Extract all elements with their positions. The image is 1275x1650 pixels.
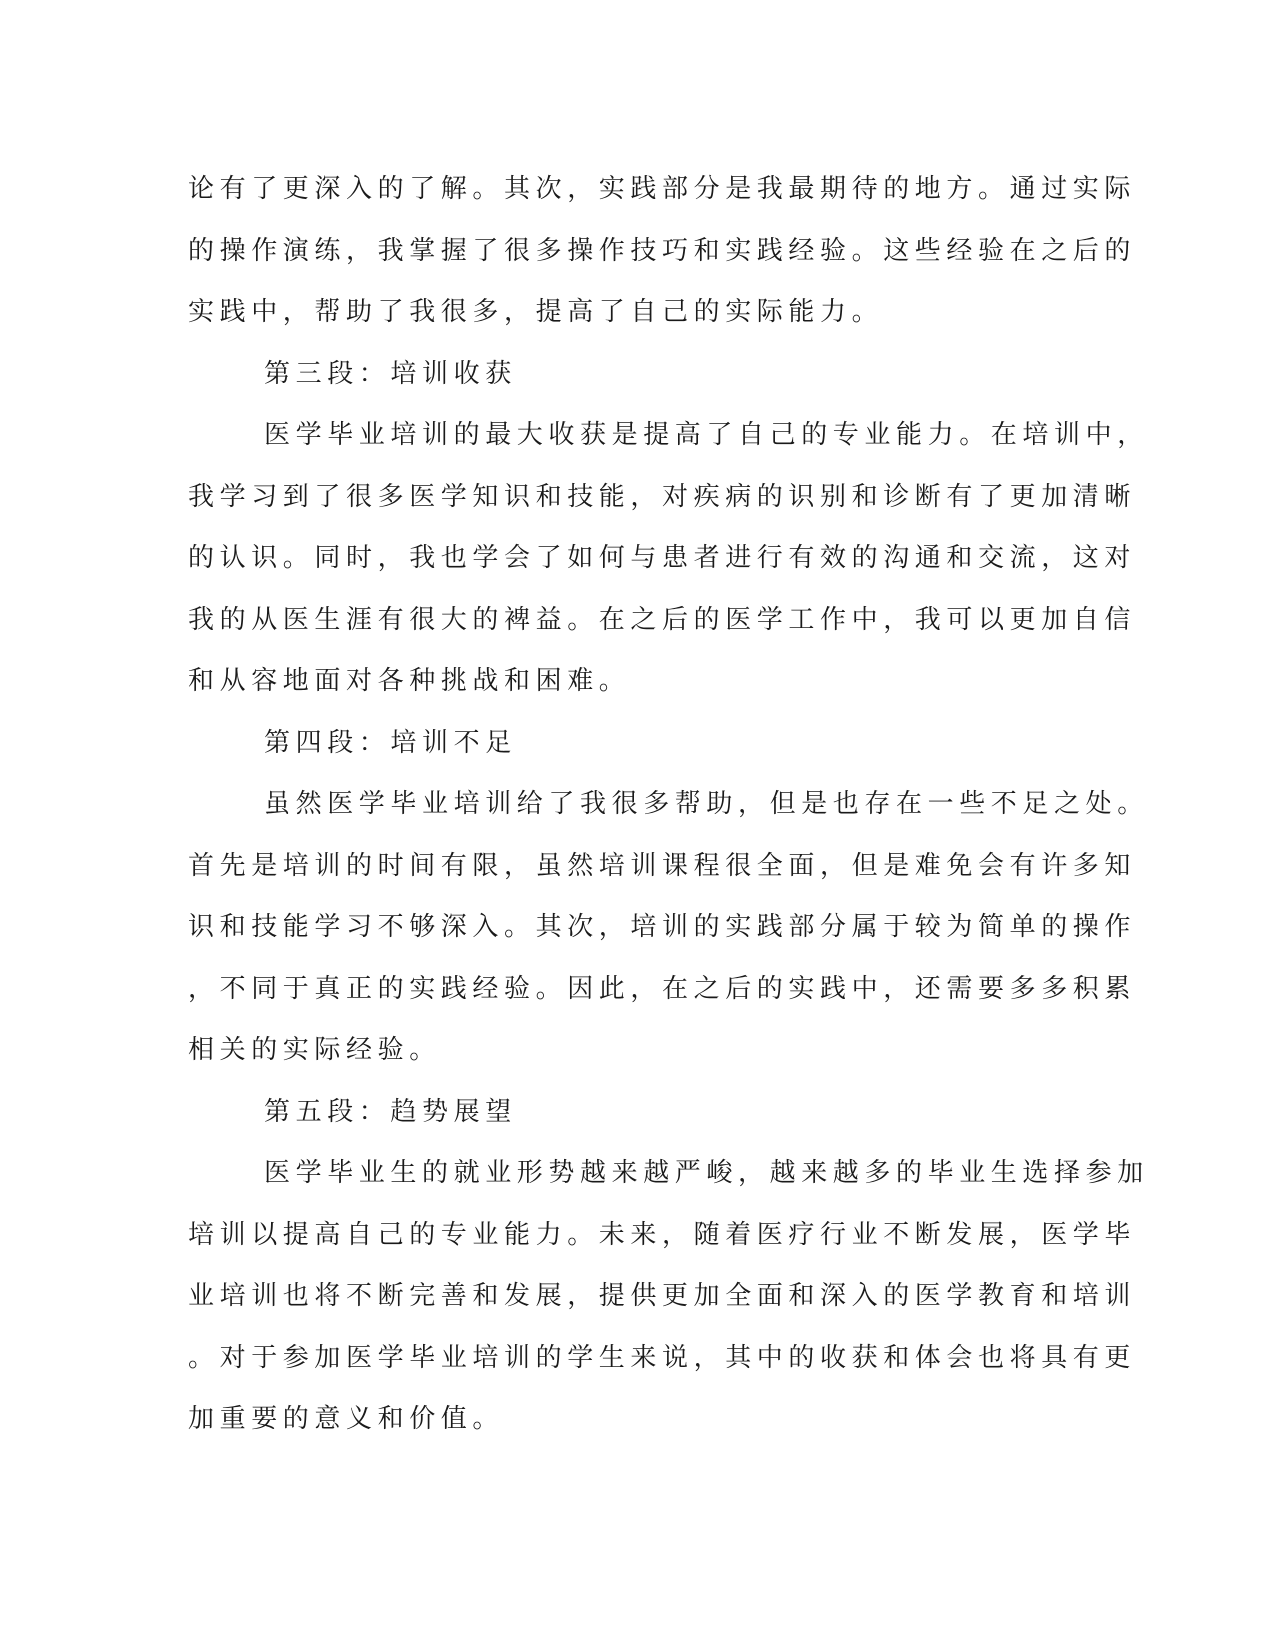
- section-heading: 第五段：趋势展望: [264, 1096, 517, 1127]
- text-line: 的认识。同时，我也学会了如何与患者进行有效的沟通和交流，这对: [188, 543, 1137, 573]
- document-body: [188, 159, 1149, 1451]
- text-line: 实践中，帮助了我很多，提高了自己的实际能力。: [188, 297, 884, 327]
- text-line: 虽然医学毕业培训给了我很多帮助，但是也存在一些不足之处。: [264, 789, 1149, 819]
- text-line: 医学毕业生的就业形势越来越严峻，越来越多的毕业生选择参加: [264, 1158, 1149, 1188]
- text-line: ，不同于真正的实践经验。因此，在之后的实践中，还需要多多积累: [188, 973, 1137, 1004]
- text-line: 我的从医生涯有很大的裨益。在之后的医学工作中，我可以更加自信: [188, 604, 1137, 635]
- text-line: 的操作演练，我掌握了很多操作技巧和实践经验。这些经验在之后的: [188, 235, 1137, 266]
- text-line: 加重要的意义和价值。: [188, 1404, 505, 1434]
- section-heading: 第四段：培训不足: [264, 727, 517, 758]
- text-line: 我学习到了很多医学知识和技能，对疾病的识别和诊断有了更加清晰: [188, 481, 1137, 512]
- text-line: 医学毕业培训的最大收获是提高了自己的专业能力。在培训中，: [264, 420, 1149, 450]
- text-line: 识和技能学习不够深入。其次，培训的实践部分属于较为简单的操作: [188, 912, 1137, 942]
- text-line: 首先是培训的时间有限，虽然培训课程很全面，但是难免会有许多知: [188, 850, 1137, 881]
- text-line: 论有了更深入的了解。其次，实践部分是我最期待的地方。通过实际: [188, 174, 1137, 204]
- text-line: 相关的实际经验。: [188, 1035, 441, 1065]
- text-line: 业培训也将不断完善和发展，提供更加全面和深入的医学教育和培训: [188, 1281, 1137, 1311]
- text-line: 培训以提高自己的专业能力。未来，随着医疗行业不断发展，医学毕: [188, 1219, 1137, 1250]
- section-heading: 第三段：培训收获: [264, 358, 517, 389]
- text-line: 。对于参加医学毕业培训的学生来说，其中的收获和体会也将具有更: [188, 1342, 1137, 1373]
- text-line: 和从容地面对各种挑战和困难。: [188, 666, 631, 696]
